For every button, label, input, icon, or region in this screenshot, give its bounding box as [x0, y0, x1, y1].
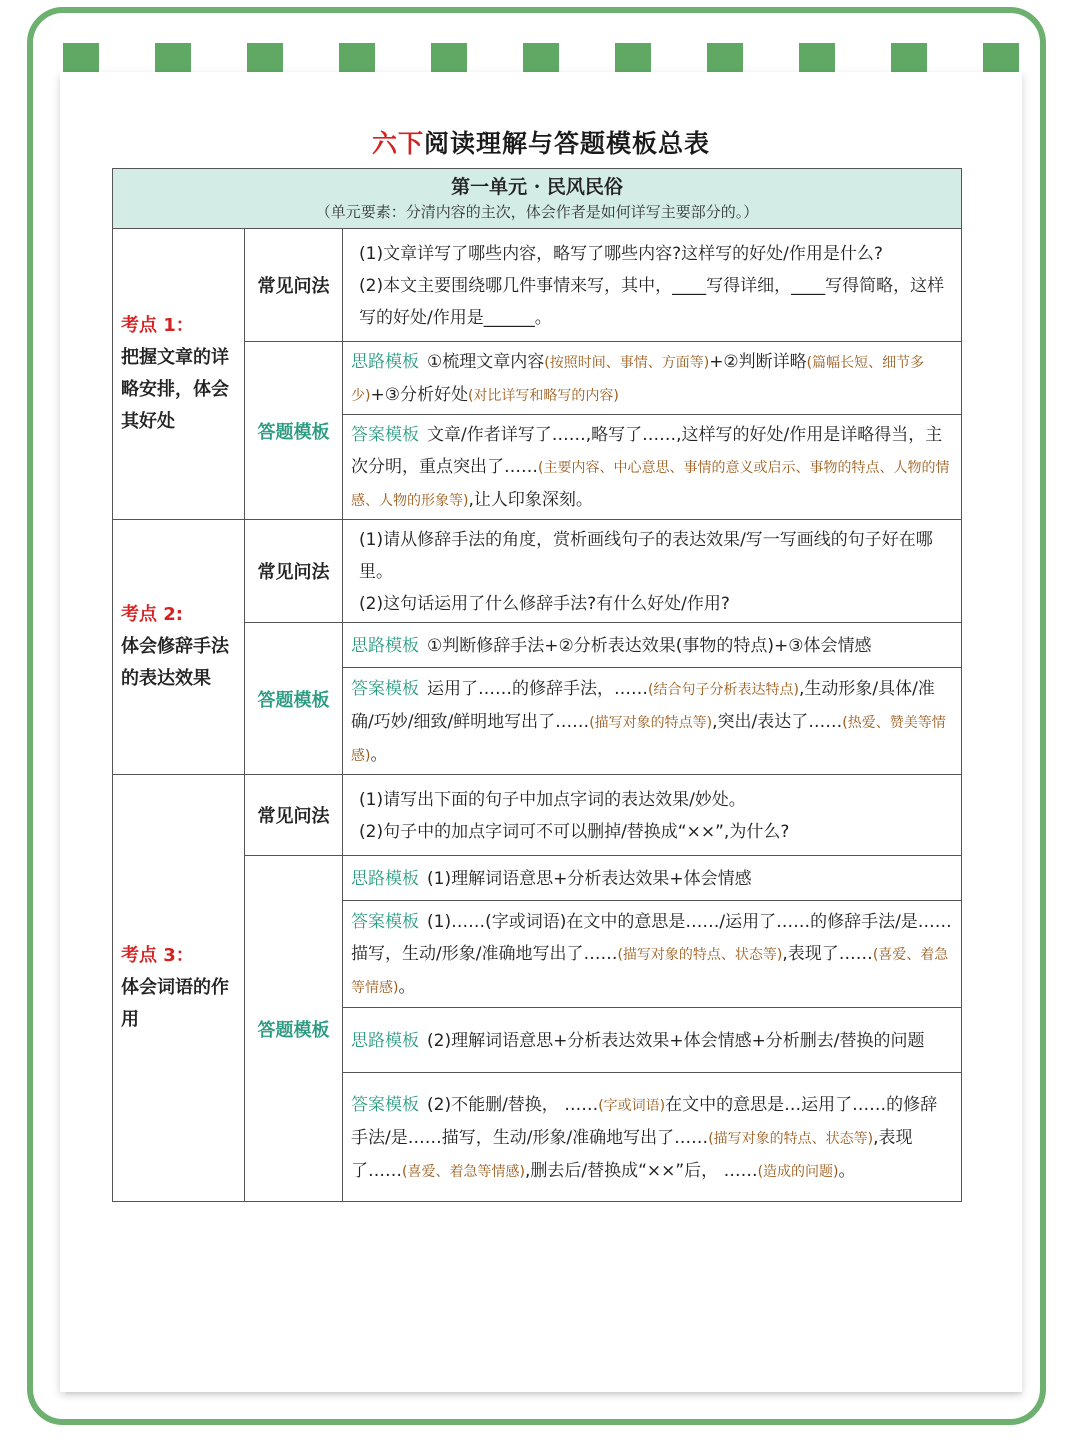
point3-answer2-n4: (造成的问题) — [757, 1163, 839, 1180]
point1-thinking-n3: (对比详写和略写的内容) — [467, 388, 619, 404]
point1-questions — [343, 229, 962, 342]
title-text: 阅读理解与答题模板总表 — [424, 129, 711, 158]
point2-thinking — [343, 623, 962, 668]
point2-questions-row — [113, 520, 962, 623]
point1-answer — [343, 415, 962, 520]
point3-answer2-t3: ,表现了…… — [351, 1127, 913, 1181]
point3-label: 考点 3： — [121, 945, 194, 966]
answer-tag: 答案模板 — [351, 425, 419, 445]
point3-answer1-t2: ,表现了…… — [782, 944, 873, 964]
point3-answer1-n2: (喜爱、着急等情感) — [351, 947, 949, 996]
point2-label-cell — [113, 520, 245, 775]
point2-question-1: (1)请从修辞手法的角度，赏析画线句子的表达效果/写一写画线的句子好在哪里。 — [359, 530, 933, 582]
summary-table — [112, 168, 962, 1202]
point3-answer2-t5: 。 — [838, 1160, 856, 1181]
title-grade: 六下 — [371, 129, 424, 158]
answer-tag: 答案模板 — [351, 912, 419, 932]
point1-template-label: 答题模板 — [245, 342, 343, 520]
point3-template-label: 答题模板 — [245, 856, 343, 1202]
point2-answer-n2: (描写对象的特点等) — [589, 714, 713, 731]
point3-answer2-n1: (字或词语) — [598, 1097, 666, 1114]
point3-question-2: (2)句子中的加点字词可不可以删掉/替换成“××”,为什么? — [359, 822, 790, 842]
unit-name: 第一单元 · 民风民俗 — [451, 176, 623, 198]
point3-thinking1-t1: (1)理解词语意思+分析表达效果+体会情感 — [427, 869, 752, 889]
point2-template-label: 答题模板 — [245, 623, 343, 775]
point1-label: 考点 1： — [121, 315, 194, 336]
point1-thinking-t1: ①梳理文章内容 — [427, 352, 545, 372]
point1-questions-label: 常见问法 — [245, 229, 343, 342]
point2-answer-n1: (结合句子分析表达特点) — [648, 681, 799, 698]
point1-thinking-t3: +③分析好处 — [370, 385, 468, 405]
point3-answer2-t4: ,删去后/替换成“××”后， …… — [524, 1160, 758, 1181]
point2-answer-t2: ,生动形象/具体/准确/巧妙/细致/鲜明地写出了…… — [351, 678, 935, 732]
page-title — [60, 124, 1022, 160]
point1-answer-n1: (主要内容、中心意思、事情的意义或启示、事物的特点、人物的情感、人物的形象等) — [351, 460, 950, 509]
thinking-tag: 思路模板 — [351, 1031, 419, 1051]
point3-label-cell — [113, 775, 245, 1202]
point2-thinking-t1: ①判断修辞手法+②分析表达效果(事物的特点)+③体会情感 — [427, 636, 872, 656]
point3-thinking2 — [343, 1008, 962, 1073]
point3-answer2-t1: (2)不能删/替换， …… — [427, 1094, 599, 1115]
point3-answer1-t3: 。 — [398, 977, 416, 997]
point3-text: 体会词语的作用 — [121, 977, 229, 1030]
point2-answer-t4: 。 — [370, 744, 388, 765]
point1-thinking-t2: +②判断详略 — [709, 352, 807, 372]
point1-thinking — [343, 342, 962, 415]
point3-answer1 — [343, 901, 962, 1008]
unit-requirement: （单元要素：分清内容的主次，体会作者是如何详写主要部分的。） — [315, 203, 759, 221]
point1-thinking-n1: (按照时间、事情、方面等) — [544, 355, 710, 371]
point3-questions-row — [113, 775, 962, 856]
point2-answer-t3: ,突出/表达了…… — [712, 711, 843, 732]
point2-questions — [343, 520, 962, 623]
unit-header — [113, 169, 962, 229]
thinking-tag: 思路模板 — [351, 352, 419, 372]
point2-answer — [343, 668, 962, 775]
point2-answer-t1: 运用了……的修辞手法，…… — [427, 678, 648, 699]
unit-header-row — [113, 169, 962, 229]
point2-text: 体会修辞手法的表达效果 — [121, 636, 229, 689]
thinking-tag: 思路模板 — [351, 869, 419, 889]
point3-answer1-n1: (描写对象的特点、状态等) — [617, 947, 783, 963]
point2-question-2: (2)这句话运用了什么修辞手法?有什么好处/作用? — [359, 594, 730, 614]
answer-tag: 答案模板 — [351, 678, 419, 699]
point3-thinking1 — [343, 856, 962, 901]
point3-question-1: (1)请写出下面的句子中加点字词的表达效果/妙处。 — [359, 790, 746, 810]
point1-text: 把握文章的详略安排，体会其好处 — [121, 347, 229, 432]
point3-answer2-n3: (喜爱、着急等情感) — [402, 1163, 525, 1180]
answer-tag: 答案模板 — [351, 1094, 419, 1115]
point2-label: 考点 2: — [121, 604, 183, 625]
thinking-tag: 思路模板 — [351, 636, 419, 656]
point1-thinking-n2: (篇幅长短、细节多少) — [351, 355, 925, 404]
point3-answer2-t2: 在文中的意思是…运用了……的修辞手法/是……描写，生动/形象/准确地写出了…… — [351, 1094, 938, 1148]
point2-questions-label: 常见问法 — [245, 520, 343, 623]
point1-answer-t2: ,让人印象深刻。 — [468, 490, 593, 510]
point1-answer-t1: 文章/作者详写了……,略写了……,这样写的好处/作用是详略得当，主次分明，重点突出了…… — [351, 425, 943, 477]
point3-answer2-n2: (描写对象的特点、状态等) — [708, 1130, 874, 1147]
point1-questions-row — [113, 229, 962, 342]
point1-question-1: (1)文章详写了哪些内容，略写了哪些内容?这样写的好处/作用是什么? — [359, 244, 883, 264]
point3-answer1-t1: (1)……(字或词语)在文中的意思是……/运用了……的修辞手法/是……描写，生动/形象/准确地写出了…… — [351, 912, 952, 964]
point1-question-2: (2)本文主要围绕哪几件事情来写，其中，____写得详细，____写得简略，这样写的好处/作用是______。 — [359, 276, 945, 328]
point3-questions-label: 常见问法 — [245, 775, 343, 856]
point3-thinking2-t1: (2)理解词语意思+分析表达效果+体会情感+分析删去/替换的问题 — [427, 1031, 925, 1051]
point2-answer-n3: (热爱、赞美等情感) — [351, 714, 946, 764]
point3-answer2 — [343, 1073, 962, 1202]
point1-label-cell — [113, 229, 245, 520]
point3-questions — [343, 775, 962, 856]
